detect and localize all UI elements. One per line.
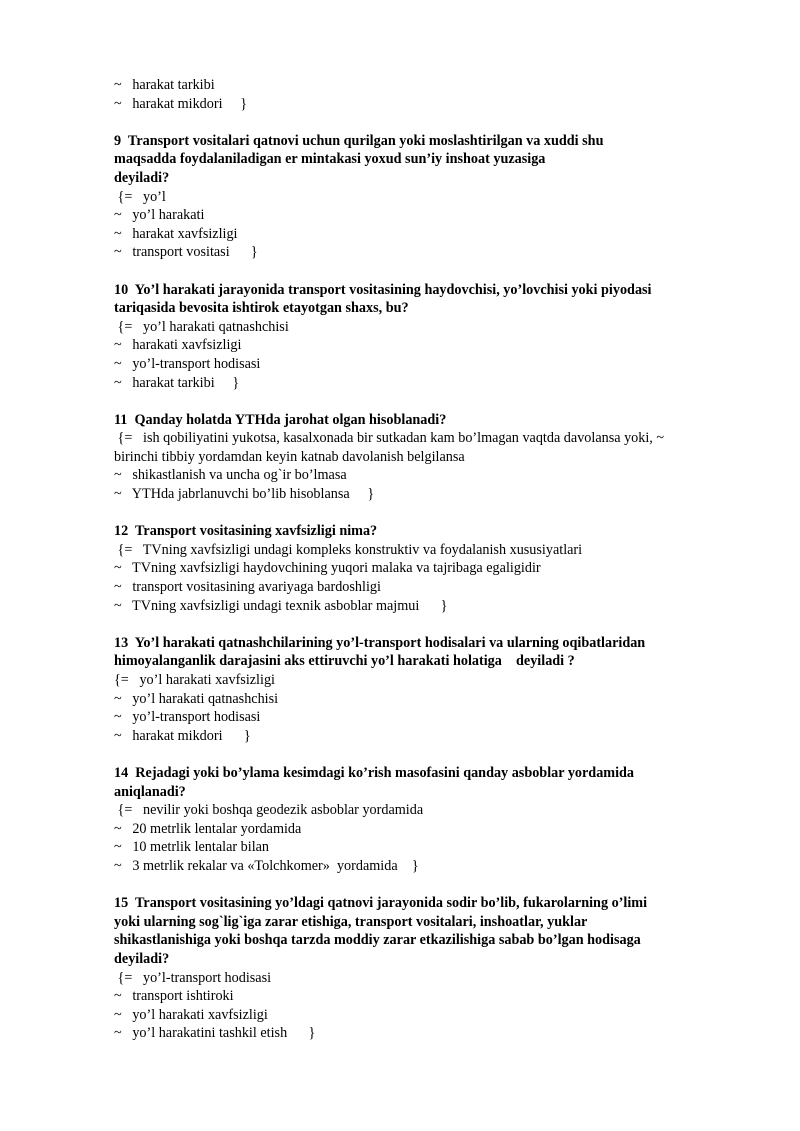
- answer-option: ~ transport vositasining avariyaga bardoshligi: [114, 579, 381, 596]
- question-9: [114, 132, 754, 262]
- question-title: himoyalanganlik darajasini aks ettiruvchi yo’l harakati holatiga deyiladi ?: [114, 653, 575, 670]
- question-title: yoki ularning sog`lig`iga zarar etishiga, transport vositalari, inshoatlar, yuklar: [114, 913, 588, 930]
- document-page: [114, 76, 754, 1061]
- answer-option: ~ YTHda jabrlanuvchi bo’lib hisoblansa }: [114, 486, 375, 503]
- question-title: shikastlanishiga yoki boshqa tarzda moddiy zarar etkazilishiga sabab bo’lgan hodisaga: [114, 932, 641, 949]
- answer-option: ~ harakat mikdori }: [114, 727, 251, 744]
- answer-option: ~ transport vositasi }: [114, 244, 258, 261]
- question-title: maqsadda foydalaniladigan er mintakasi yoxud sun’iy inshoat yuzasiga: [114, 151, 546, 168]
- answer-option: birinchi tibbiy yordamdan keyin katnab davolanish belgilansa: [114, 448, 465, 465]
- question-13: [114, 634, 754, 746]
- answer-option: {= yo’l harakati qatnashchisi: [114, 318, 289, 335]
- question-title: deyiladi?: [114, 950, 170, 967]
- answer-option: ~ TVning xavfsizligi haydovchining yuqori malaka va tajribaga egaligidir: [114, 560, 541, 577]
- question-title: 11 Qanday holatda YTHda jarohat olgan hisoblanadi?: [114, 411, 447, 428]
- answer-option: ~ transport ishtiroki: [114, 988, 234, 1005]
- answer-option: {= yo’l-transport hodisasi: [114, 969, 272, 986]
- question-title: 13 Yo’l harakati qatnashchilarining yo’l-transport hodisalari va ularning oqibatlaridan: [114, 634, 646, 651]
- answer-option: {= yo’l: [114, 188, 166, 205]
- answer-option: ~ TVning xavfsizligi undagi texnik asboblar majmui }: [114, 597, 448, 614]
- question-11: [114, 411, 754, 504]
- question-title: 9 Transport vositalari qatnovi uchun qurilgan yoki moslashtirilgan va xuddi shu: [114, 132, 604, 149]
- answer-option: ~ yo’l-transport hodisasi: [114, 709, 261, 726]
- answer-option: ~ harakat mikdori }: [114, 95, 248, 112]
- answer-option: ~ 10 metrlik lentalar bilan: [114, 839, 270, 856]
- answer-option: {= yo’l harakati xavfsizligi: [114, 672, 275, 688]
- answer-option: {= ish qobiliyatini yukotsa, kasalxonada bir sutkadan kam bo’lmagan vaqtda davolansa yoki, ~: [114, 430, 665, 447]
- question-15: [114, 894, 754, 1043]
- question-10: [114, 281, 754, 393]
- question-12: [114, 522, 754, 615]
- answer-option: ~ 3 metrlik rekalar va «Tolchkomer» yordamida }: [114, 857, 419, 874]
- answer-option: ~ harakat tarkibi }: [114, 374, 240, 391]
- question-title: 12 Transport vositasining xavfsizligi nima?: [114, 523, 378, 540]
- lead-options: [114, 76, 754, 113]
- answer-option: ~ shikastlanish va uncha og`ir bo’lmasa: [114, 467, 347, 484]
- answer-option: ~ harakat xavfsizligi: [114, 225, 238, 242]
- answer-option: ~ yo’l harakati qatnashchisi: [114, 690, 279, 707]
- question-title: 15 Transport vositasining yo’ldagi qatnovi jarayonida sodir bo’lib, fukarolarning o’limi: [114, 895, 648, 912]
- question-title: 10 Yo’l harakati jarayonida transport vositasining haydovchisi, yo’lovchisi yoki piyodasi: [114, 281, 652, 298]
- question-title: aniqlanadi?: [114, 783, 186, 800]
- question-title: tariqasida bevosita ishtirok etayotgan shaxs, bu?: [114, 300, 409, 317]
- answer-option: ~ yo’l-transport hodisasi: [114, 355, 261, 372]
- question-14: [114, 764, 754, 876]
- answer-option: ~ yo’l harakati xavfsizligi: [114, 1006, 268, 1023]
- answer-option: ~ harakati xavfsizligi: [114, 337, 242, 354]
- answer-option: ~ harakat tarkibi: [114, 77, 215, 93]
- answer-option: {= TVning xavfsizligi undagi kompleks konstruktiv va foydalanish xususiyatlari: [114, 541, 583, 558]
- question-title: deyiladi?: [114, 169, 170, 186]
- answer-option: ~ yo’l harakati: [114, 207, 205, 224]
- answer-option: ~ yo’l harakatini tashkil etish }: [114, 1025, 316, 1042]
- answer-option: ~ 20 metrlik lentalar yordamida: [114, 820, 302, 837]
- question-title: 14 Rejadagi yoki bo’ylama kesimdagi ko’rish masofasini qanday asboblar yordamida: [114, 764, 635, 781]
- answer-option: {= nevilir yoki boshqa geodezik asboblar yordamida: [114, 802, 424, 819]
